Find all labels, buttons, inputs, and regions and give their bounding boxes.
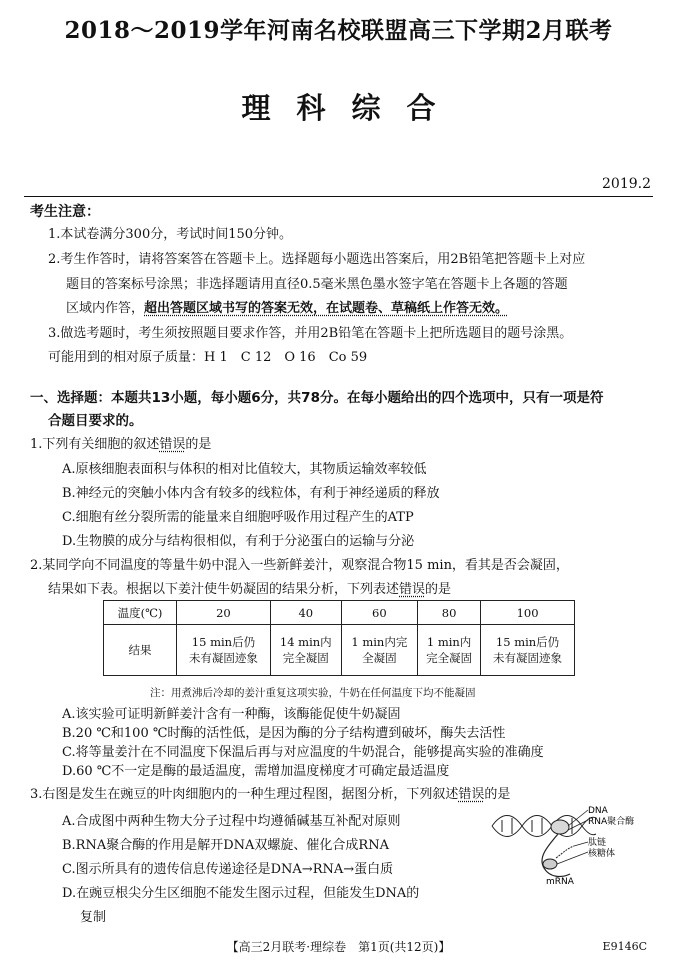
q3-option-c: C.图示所具有的遗传信息传递途径是DNA→RNA→蛋白质 (62, 862, 394, 877)
table-result-row (104, 625, 575, 676)
table-result-text: 全凝固 (362, 651, 397, 665)
table-result-text: 1 min内完 (351, 635, 408, 649)
table-result-text: 15 min后仍 (191, 635, 256, 649)
table-result-text: 完全凝固 (426, 651, 473, 665)
notice-warning: 超出答题区域书写的答案无效，在试题卷、草稿纸上作答无效。 (144, 301, 509, 316)
table-result-cell (341, 625, 417, 676)
table-result-cell (418, 625, 481, 676)
notice-heading: 考生注意： (30, 204, 100, 220)
q2-option-d: D.60 ℃不一定是酶的最适温度，需增加温度梯度才可确定最适温度 (62, 764, 450, 779)
rna-polymerase-shape (551, 820, 569, 834)
table-result-label: 结果 (104, 625, 177, 676)
ribosome-shape (543, 859, 557, 869)
exam-date: 2019.2 (602, 176, 651, 192)
table-result-text: 未有凝固迹象 (493, 651, 563, 665)
notice-item-2-line-2: 题目的答案标号涂黑；非选择题请用直径0.5毫米黑色墨水签字笔在答题卡上各题的答题 (66, 277, 568, 292)
subject-title: 理科综合 (241, 91, 462, 125)
q1-option-b: B.神经元的突触小体内含有较多的线粒体，有利于神经递质的释放 (62, 486, 440, 501)
q1-option-a: A.原核细胞表面积与体积的相对比值较大，其物质运输效率较低 (62, 462, 427, 477)
q1-option-c: C.细胞有丝分裂所需的能量来自细胞呼吸作用过程产生的ATP (62, 510, 414, 525)
mrna-strand (542, 834, 570, 876)
q2-option-b: B.20 ℃和100 ℃时酶的活性低，是因为酶的分子结构遭到破坏，酶失去活性 (62, 726, 506, 741)
q3-stem-suffix: 的是 (484, 787, 511, 802)
q3-option-d-line-1: D.在豌豆根尖分生区细胞不能发生图示过程，但能发生DNA的 (62, 886, 420, 901)
q1-option-d: D.生物膜的成分与结构很相似，有利于分泌蛋白的运输与分泌 (62, 534, 415, 549)
q3-stem-prefix: 3.右图是发生在豌豆的叶肉细胞内的一种生理过程图，据图分析，下列叙述 (30, 787, 459, 802)
q1-stem (30, 433, 211, 452)
q2-stem-line-1: 2.某同学向不同温度的等量牛奶中混入一些新鲜姜汁，观察混合物15 min，看其是否会凝固， (30, 558, 569, 573)
table-result-cell (177, 625, 271, 676)
table-temp: 20 (177, 601, 271, 625)
table-temp: 100 (481, 601, 575, 625)
notice-item-3: 3.做选考题时，考生须按照题目要求作答，并用2B铅笔在答题卡上把所选题目的题号涂黑。 (48, 326, 573, 341)
peptide-pointer (574, 842, 588, 846)
table-result-cell (270, 625, 341, 676)
label-rna-polymerase: RNA聚合酶 (588, 817, 635, 827)
temperature-result-table (103, 600, 575, 676)
dna-pointer (568, 810, 588, 826)
table-temp: 60 (341, 601, 417, 625)
table-result-text: 15 min后仍 (495, 635, 560, 649)
paper-code: E9146C (602, 940, 647, 953)
transcription-translation-figure (488, 806, 668, 886)
q2-stem-line-2 (48, 578, 451, 597)
q2-stem-prefix: 结果如下表。根据以下姜汁使牛奶凝固的结果分析，下列表述 (48, 582, 400, 597)
q3-option-d-line-2: 复制 (80, 910, 107, 925)
q3-stem (30, 783, 510, 802)
exam-title: 2018～2019学年河南名校联盟高三下学期2月联考 (64, 17, 613, 44)
label-peptide: 肽链 (588, 838, 607, 848)
section-heading-cont: 合题目要求的。 (48, 413, 143, 429)
table-header-row (104, 601, 575, 625)
table-header-label: 温度(℃) (104, 601, 177, 625)
dna-double-helix (492, 816, 596, 837)
label-dna: DNA (588, 806, 608, 816)
q1-stem-suffix: 的是 (185, 437, 212, 452)
table-result-text: 1 min内 (426, 635, 472, 649)
table-result-cell (481, 625, 575, 676)
q2-stem-suffix: 的是 (425, 582, 452, 597)
label-ribosome: 核糖体 (588, 849, 616, 859)
table-result-text: 未有凝固迹象 (188, 651, 258, 665)
table-note: 注：用煮沸后冷却的姜汁重复这项实验，牛奶在任何温度下均不能凝固 (150, 687, 476, 699)
notice-item-2-line-3-text: 区域内作答， (66, 301, 145, 316)
notice-item-1: 1.本试卷满分300分，考试时间150分钟。 (48, 227, 293, 242)
q3-option-b: B.RNA聚合酶的作用是解开DNA双螺旋、催化合成RNA (62, 838, 389, 853)
page-footer: 【高三2月联考·理综卷 第1页(共12页)】 (226, 940, 451, 954)
q2-stem-emphasis: 错误 (399, 582, 426, 597)
section-heading: 一、选择题：本题共13小题，每小题6分，共78分。在每小题给出的四个选项中，只有一项是符 (30, 390, 604, 406)
q2-option-c: C.将等量姜汁在不同温度下保温后再与对应温度的牛奶混合，能够提高实验的准确度 (62, 745, 544, 760)
atomic-mass-line: 可能用到的相对原子质量：H 1 C 12 O 16 Co 59 (48, 350, 368, 365)
table-result-text: 完全凝固 (282, 651, 329, 665)
notice-item-2-line-3 (66, 297, 508, 316)
q3-option-a: A.合成图中两种生物大分子过程中均遵循碱基互补配对原则 (62, 814, 401, 829)
q3-stem-emphasis: 错误 (458, 787, 485, 802)
table-temp: 80 (418, 601, 481, 625)
label-mrna: mRNA (546, 877, 574, 886)
table-temp: 40 (270, 601, 341, 625)
q1-stem-emphasis: 错误 (159, 437, 186, 452)
table-result-text: 14 min内 (279, 635, 332, 649)
q1-stem-prefix: 1.下列有关细胞的叙述 (30, 437, 160, 452)
notice-item-2-line-1: 2.考生作答时，请将答案答在答题卡上。选择题每小题选出答案后，用2B铅笔把答题卡上对应 (48, 252, 586, 267)
peptide-chain (556, 846, 574, 858)
q2-option-a: A.该实验可证明新鲜姜汁含有一种酶，该酶能促使牛奶凝固 (62, 707, 401, 722)
header-divider (24, 196, 653, 197)
